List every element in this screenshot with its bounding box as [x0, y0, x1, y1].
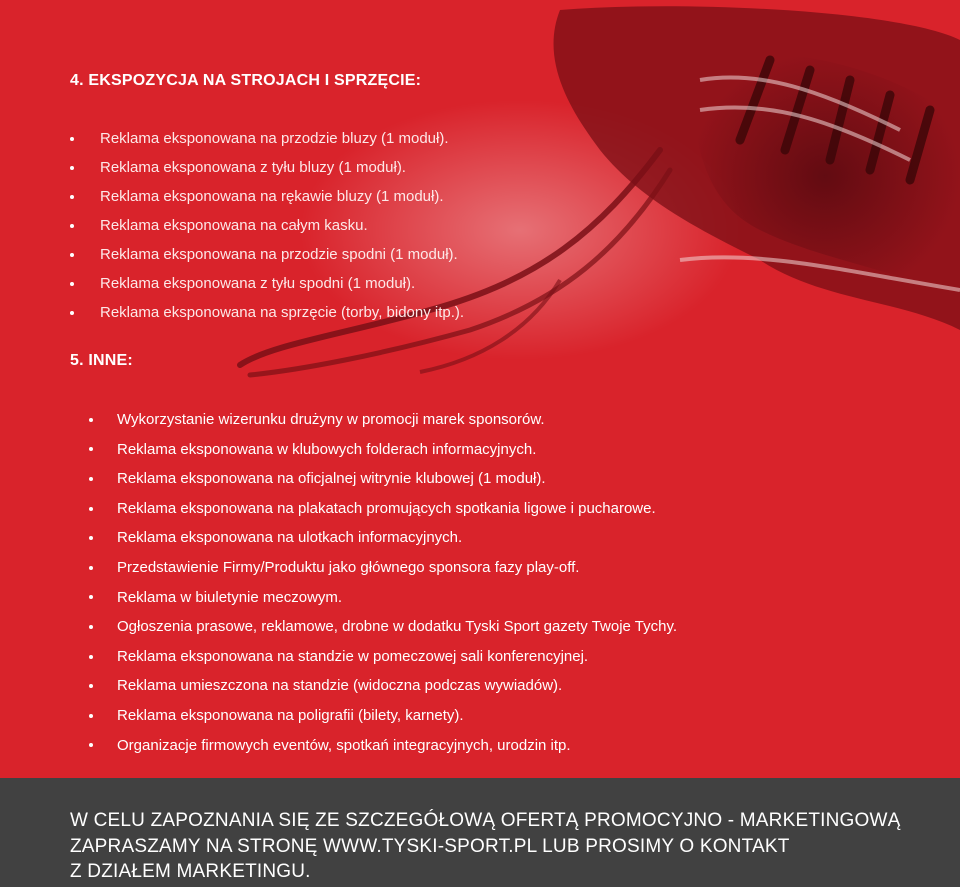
list-item: Reklama eksponowana na sprzęcie (torby, bidony itp.).	[100, 298, 464, 327]
list-item: Reklama w biuletynie meczowym.	[117, 583, 677, 613]
list-item: Reklama eksponowana na standzie w pomeczowej sali konferencyjnej.	[117, 642, 677, 672]
footer-line: ZAPRASZAMY NA STRONĘ WWW.TYSKI-SPORT.PL LUB PROSIMY O KONTAKT	[70, 835, 790, 857]
footer-text	[70, 808, 901, 885]
list-item: Reklama eksponowana na rękawie bluzy (1 moduł).	[100, 182, 464, 211]
section-4-list	[100, 124, 464, 327]
list-item: Organizacje firmowych eventów, spotkań integracyjnych, urodzin itp.	[117, 731, 677, 761]
list-item: Reklama eksponowana na poligrafii (bilety, karnety).	[117, 701, 677, 731]
list-item: Przedstawienie Firmy/Produktu jako głównego sponsora fazy play-off.	[117, 553, 677, 583]
list-item: Reklama eksponowana z tyłu spodni (1 moduł).	[100, 269, 464, 298]
list-item: Reklama eksponowana na ulotkach informacyjnych.	[117, 523, 677, 553]
section-4-heading: 4. EKSPOZYCJA NA STROJACH I SPRZĘCIE:	[70, 72, 422, 89]
section-5-heading: 5. INNE:	[70, 352, 133, 369]
list-item: Ogłoszenia prasowe, reklamowe, drobne w dodatku Tyski Sport gazety Twoje Tychy.	[117, 612, 677, 642]
section-5-list	[117, 405, 677, 760]
list-item: Reklama eksponowana na przodzie bluzy (1 moduł).	[100, 124, 464, 153]
list-item: Reklama eksponowana z tyłu bluzy (1 moduł).	[100, 153, 464, 182]
list-item: Reklama eksponowana na plakatach promujących spotkania ligowe i pucharowe.	[117, 494, 677, 524]
list-item: Reklama eksponowana na całym kasku.	[100, 211, 464, 240]
footer-line: Z DZIAŁEM MARKETINGU.	[70, 861, 311, 882]
list-item: Wykorzystanie wizerunku drużyny w promocji marek sponsorów.	[117, 405, 677, 435]
contact-footer	[0, 778, 960, 887]
list-item: Reklama umieszczona na standzie (widoczna podczas wywiadów).	[117, 671, 677, 701]
list-item: Reklama eksponowana na przodzie spodni (1 moduł).	[100, 240, 464, 269]
footer-line: W CELU ZAPOZNANIA SIĘ ZE SZCZEGÓŁOWĄ OFERTĄ PROMOCYJNO - MARKETINGOWĄ	[70, 810, 901, 831]
list-item: Reklama eksponowana w klubowych folderach informacyjnych.	[117, 435, 677, 465]
list-item: Reklama eksponowana na oficjalnej witrynie klubowej (1 moduł).	[117, 464, 677, 494]
